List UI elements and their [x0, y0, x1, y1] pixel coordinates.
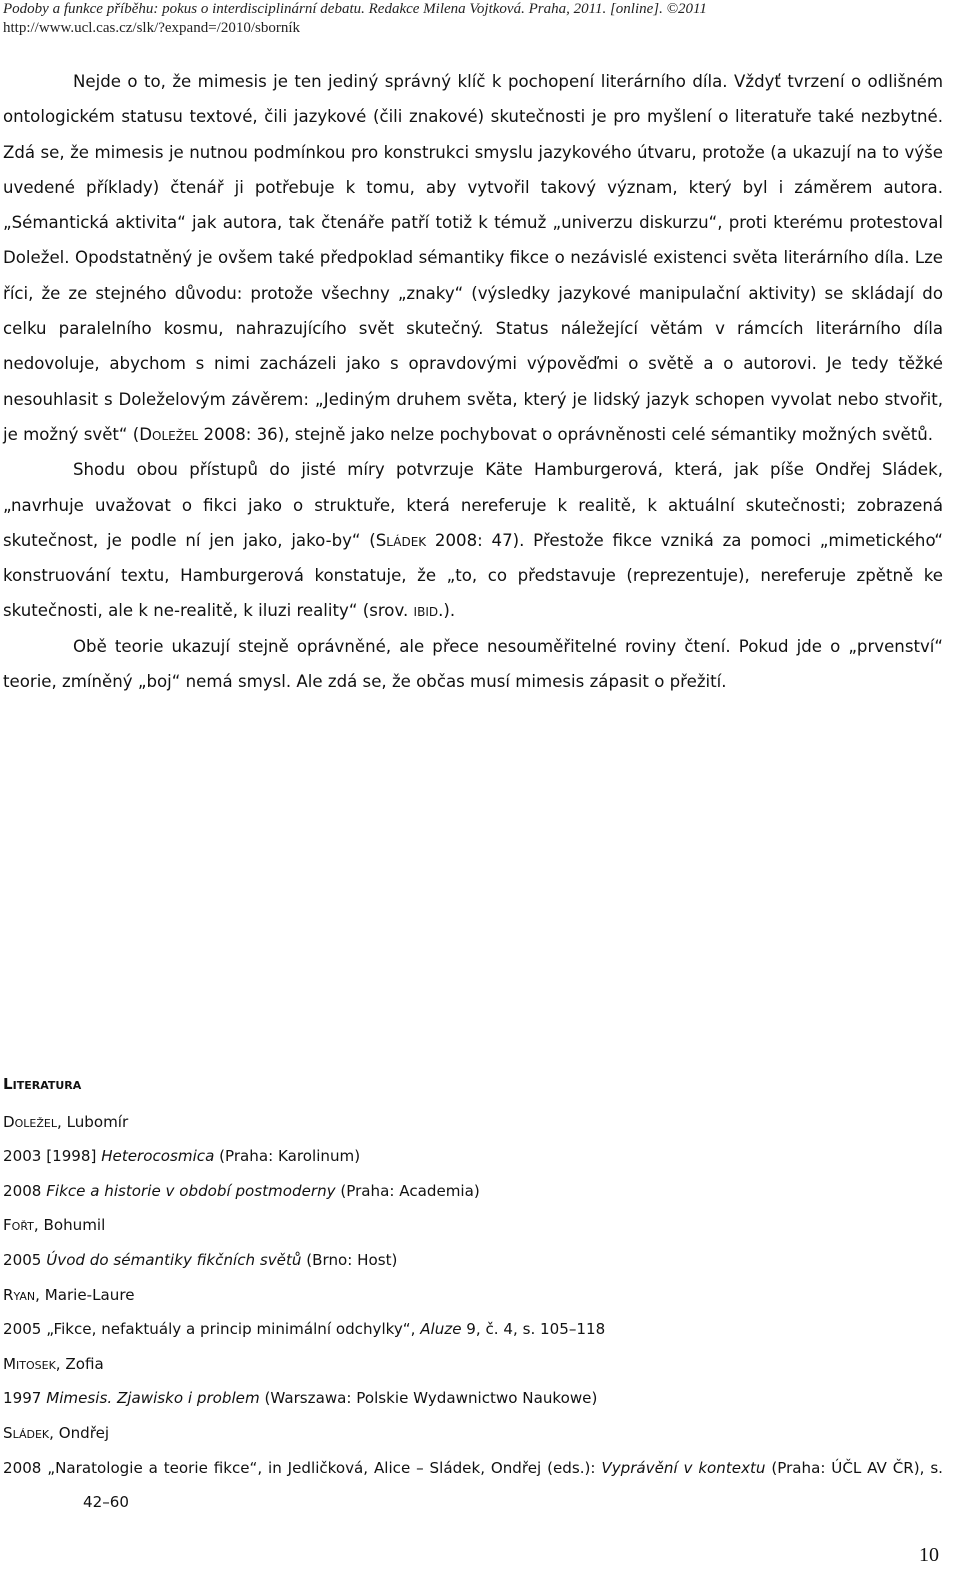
author-firstname: , Ondřej [49, 1423, 110, 1442]
header-url: http://www.ucl.cas.cz/slk/?expand=/2010/sborník [3, 20, 301, 36]
author-surname: Ryan [3, 1285, 36, 1304]
paragraph-2-text: Shodu obou přístupů do jisté míry potvrzuje Käte Hamburgerová, která, jak píše Ondřej Sládek, „navrhuje uvažovat o fikci jako o struktuře, která nereferuje k realitě, k aktuální skutečnosti; zobrazená skutečnost, je podle ní jen jako, jako-by“ ( [3, 460, 943, 550]
entry-publisher: (Praha: Academia) [335, 1181, 480, 1200]
header-citation: Podoby a funkce příběhu: pokus o interdisciplinární debatu. Redakce Milena Vojtková. Praha, 2011. [online]. ©2011 [3, 1, 707, 17]
entry-year: 1997 [3, 1389, 47, 1408]
entry-title: Fikce a historie v období postmoderny [46, 1181, 336, 1200]
bibliography-entry [3, 1451, 943, 1520]
entry-year: 2005 [3, 1250, 47, 1269]
page-number: 10 [919, 1544, 939, 1566]
page-header [3, 0, 953, 38]
author-surname: Fořt [3, 1216, 34, 1235]
author-firstname: , Marie-Laure [35, 1285, 135, 1304]
author-firstname: , Lubomír [56, 1112, 129, 1131]
entry-publisher: (Praha: ÚČL AV ČR), s. 42–60 [83, 1458, 943, 1512]
entry-publisher: (Warszawa: Polskie Wydawnictwo Naukowe) [259, 1389, 598, 1408]
entry-title: Heterocosmica [101, 1147, 215, 1166]
entry-year: 2008 [3, 1181, 47, 1200]
bibliography-author [3, 1347, 943, 1382]
paragraph-2-mid: 2008: 47). Přestože fikce vzniká za pomoci „mimetického“ konstruování textu, Hamburgerová konstatuje, že „to, co představuje (reprezentuje), nereferuje zpětně ke skutečnosti, ale k ne-realitě, k iluzi reality“ (srov. [3, 530, 943, 621]
paragraph-2-end: ). [443, 601, 456, 621]
bibliography-entry [3, 1312, 943, 1347]
entry-title: Vyprávění v kontextu [601, 1458, 766, 1477]
bibliography-entry [3, 1174, 943, 1209]
entry-publisher: (Praha: Karolinum) [214, 1147, 361, 1166]
paragraph-1-text: Nejde o to, že mimesis je ten jediný správný klíč k pochopení literárního díla. Vždyť tvrzení o odlišném ontologickém statusu textové, čili jazykové (čili znakové) skutečnosti je pro myšlení o literatuře také nezbytné. Zdá se, že mimesis je nutnou podmínkou pro konstrukci smyslu jazykového útvaru, protože (a ukazují na to výše uvedené příklady) čtenář ji potřebuje k tomu, aby vytvořil takový význam, který byl i záměrem autora. „Sémantická aktivita“ jak autora, tak čtenáře patří totiž k témuž „univerzu diskurzu“, proti kterému protestoval Doležel. Opodstatněný je ovšem také předpoklad sémantiky fikce o nezávislé existenci světa literárního díla. Lze říci, že ze stejného důvodu: protože všechny „znaky“ (výsledky jazykové manipulační aktivity) se skládají do celku paralelního kosmu, nahrazujícího svět skutečný. Status náležející větám v rámcích literárního díla nedovoluje, abychom s nimi zacházeli jako s opravdovými výpověďmi o světě a o autorovi. Je tedy těžké nesouhlasit s Doleželovým závěrem: „Jediným druhem světa, který je lidský jazyk schopen vyvolat nebo stvořit, je možný svět“ ( [3, 72, 943, 444]
bibliography-entry [3, 1243, 943, 1278]
author-firstname: , Bohumil [33, 1216, 106, 1235]
entry-text: 2005 „Fikce, nefaktuály a princip minimální odchylky“, [3, 1320, 421, 1339]
bibliography-author [3, 1278, 943, 1313]
bibliography-entry [3, 1381, 943, 1416]
bibliography [3, 1067, 943, 1520]
bibliography-heading: Literatura [3, 1075, 82, 1093]
paragraph-1 [3, 64, 943, 452]
citation-author: Sládek [375, 530, 427, 550]
entry-journal: Aluze [420, 1320, 462, 1339]
citation-author: Doležel [139, 424, 199, 444]
entry-details: 9, č. 4, s. 105–118 [461, 1320, 606, 1339]
bibliography-author [3, 1105, 943, 1140]
entry-title: Úvod do sémantiky fikčních světů [46, 1250, 302, 1269]
bibliography-author [3, 1208, 943, 1243]
paragraph-2 [3, 452, 943, 628]
entry-year: 2003 [1998] [3, 1147, 102, 1166]
paragraph-3: Obě teorie ukazují stejně oprávněné, ale přece nesouměřitelné roviny čtení. Pokud jde o „prvenství“ teorie, zmíněný „boj“ nemá smysl. Ale zdá se, že občas musí mimesis zápasit o přežití. [3, 636, 943, 692]
bibliography-author [3, 1416, 943, 1451]
entry-text: 2008 „Naratologie a teorie fikce“, in Jedličková, Alice – Sládek, Ondřej (eds.): [3, 1458, 602, 1477]
entry-publisher: (Brno: Host) [301, 1250, 398, 1269]
author-surname: Sládek [3, 1423, 50, 1442]
paragraph-1-end: 2008: 36), stejně jako nelze pochybovat o oprávněnosti celé sémantiky možných světů. [198, 424, 934, 444]
body-text [3, 64, 943, 699]
entry-title: Mimesis. Zjawisko i problem [46, 1389, 260, 1408]
author-surname: Mitosek [3, 1354, 56, 1373]
citation-ibid: ibid. [413, 601, 444, 621]
author-surname: Doležel [3, 1112, 57, 1131]
bibliography-entry [3, 1139, 943, 1174]
author-firstname: , Zofia [55, 1354, 104, 1373]
